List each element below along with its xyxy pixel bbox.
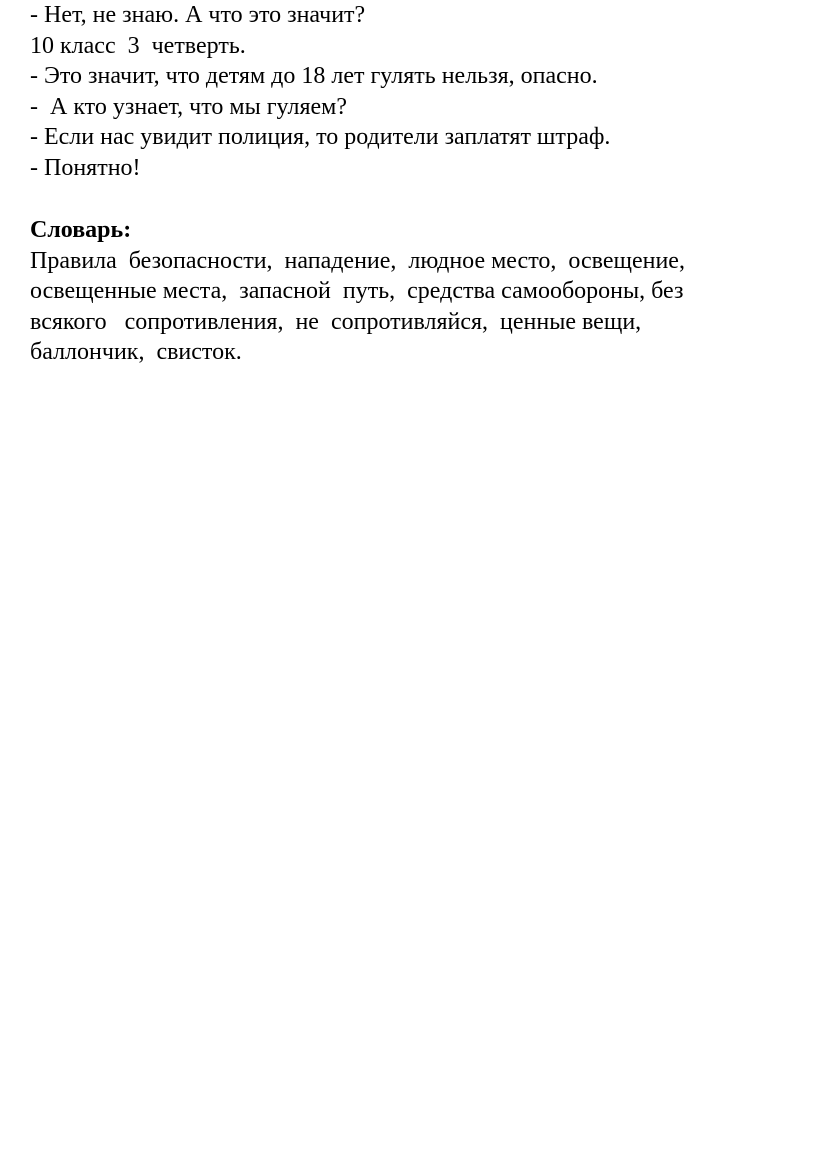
document-body [30,0,790,368]
dialogue-line: - Нет, не знаю. А что это значит? [30,2,366,28]
dialogue-line: - Понятно! [30,154,141,181]
vocabulary-line: всякого сопротивления, не сопротивляйся, ценные вещи, [30,308,642,335]
dialogue-line: - А кто узнает, что мы гуляем? [30,93,348,120]
dialogue-line: - Если нас увидит полиция, то родители заплатят штраф. [30,124,611,150]
vocabulary-heading: Словарь: [30,217,132,243]
paragraph-gap [30,183,790,215]
vocabulary-line: Правила безопасности, нападение, людное место, освещение, [30,247,685,274]
vocabulary-line: баллончик, свисток. [30,339,242,365]
vocabulary-line: освещенные места, запасной путь, средства самообороны, без [30,278,684,304]
class-quarter-line: 10 класс 3 четверть. [30,32,246,59]
dialogue-line: - Это значит, что детям до 18 лет гулять нельзя, опасно. [30,63,598,89]
